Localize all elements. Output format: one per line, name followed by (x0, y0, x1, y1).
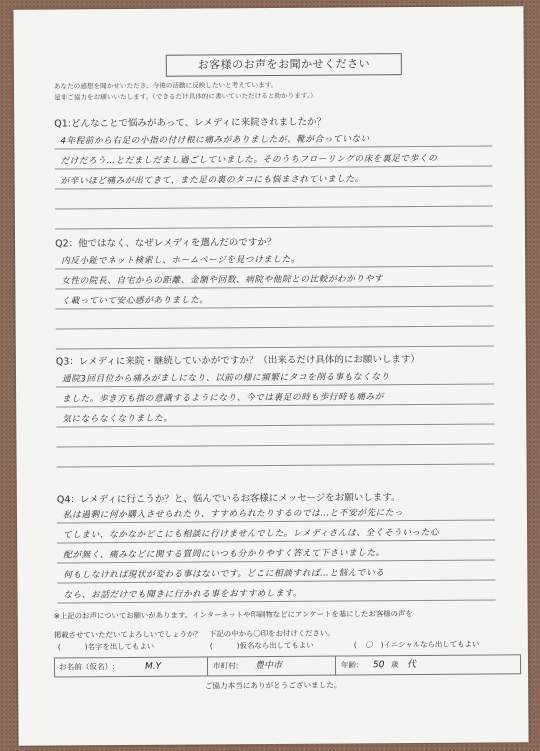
handwritten-text: ました。歩き方も指の意識するようになり、今では裏足の時も歩行時も痛みが (62, 392, 384, 405)
form-title: お客様のお声をお聞かせください (166, 53, 402, 77)
handwritten-text: 私は過剰に何か購入させられたり、すすめられたりするのでは…と不安が先にたっ (62, 508, 404, 521)
option-initials[interactable]: ( 〇 )イニシャルなら出してもよい (353, 639, 480, 650)
answer-line (56, 444, 494, 467)
option-mark: 〇 (365, 640, 373, 650)
answer-line (55, 206, 493, 229)
thanks-message: ご協力本当にありがとうございました。 (204, 680, 342, 691)
handwritten-text: 内反小趾でネット検索し、ホームページを見つけました。 (61, 254, 301, 267)
intro-text (54, 78, 494, 103)
name-value: M.Y (144, 661, 162, 672)
handwritten-text: 配が無く、痛みなどに関する質問にいつも分かりやすく答えて下さいました。 (63, 548, 385, 561)
age-suffix: 代 (406, 659, 417, 671)
consent-line-1: ※上記のお声についてお願いがあります。インターネットや印刷物などにアンケートを基にしたお客様の声を (53, 609, 413, 621)
option-surname[interactable]: ( )名字を出してもよい (57, 641, 155, 652)
intro-line-2: 是非ご協力をお願いいたします。（できるだけ具体的に書いていただけると助かります。） (54, 91, 317, 102)
age-unit: 歳 (390, 660, 399, 670)
handwritten-text: 気にならなくなりました。 (62, 413, 173, 425)
age-value: 50 (372, 660, 385, 671)
answer-line (56, 326, 494, 349)
answer-2-area (55, 246, 494, 349)
consent-line-2: 掲載させていただいてよろしいでしょうか？ 下記の中から〇印をお付けください。 (53, 628, 335, 640)
name-label: お名前（仮名）: (58, 662, 115, 672)
handwritten-text: く載っていて安心感がありました。 (61, 295, 209, 307)
intro-line-1: あなたの感想を聞かせいただき、今後の活動に反映したいと考えています。 (53, 80, 278, 91)
age-label: 年齢: (340, 660, 359, 670)
option-label: イニシャルなら出してもよい (383, 639, 480, 650)
divider (335, 657, 336, 675)
handwritten-text: が辛いほど痛みが出てきて、また足の裏のタコにも悩まされていました。 (60, 174, 364, 187)
question-4: Q4：レメディに行こうか？と、悩んでいるお客様にメッセージをお願いします。 (56, 492, 401, 506)
handwritten-text: だけだろう…とだましだまし過ごしていました。そのうちフローリングの床を裏足で歩くの (60, 153, 438, 167)
question-2: Q2：他ではなく、なぜレメディを選んだのですか？ (55, 236, 277, 250)
option-label: 名字を出してもよい (87, 641, 155, 652)
handwritten-text: 女性の院長、自宅からの距離、金額や回数、病院や他院との比較がわかりやす (61, 274, 384, 287)
handwritten-text: てしまい、なかなかどこにも相談に行けませんでした。レメディさんは、全くそういった心 (63, 527, 440, 541)
city-label: 市町村: (212, 661, 239, 671)
answer-line (57, 580, 495, 603)
divider (207, 657, 208, 675)
handwritten-text: 何もしなければ現状が変わる事はないです。どこに相談すれば…と悩んでいる (63, 568, 385, 581)
answer-4-area (57, 500, 496, 603)
respondent-info (54, 654, 521, 677)
answer-3-area (56, 364, 495, 467)
handwritten-text: 通院3回目位から痛みがましになり、以前の様に頻繁にタコを削る事もなくなり (61, 372, 390, 385)
option-alias[interactable]: ( )仮名なら出してもよい (209, 640, 314, 651)
question-1: Q1:どんなことで悩みがあって、レメディに来院されましたか？ (54, 116, 327, 130)
question-3: Q3：レメディに来院・継続していかがですか？（出来るだけ具体的にお願いします） (55, 353, 420, 368)
survey-sheet (13, 6, 528, 746)
city-value: 豊中市 (254, 660, 283, 672)
handwritten-text: 4年程前から右足の小指の付け根に痛みがありましたが、靴が合っていない (60, 134, 370, 147)
answer-1-area (54, 126, 493, 229)
handwritten-text: なら、お話だけでも聞きに行かれる事をおすすめします。 (63, 588, 302, 601)
option-label: 仮名なら出してもよい (239, 640, 314, 651)
consent-options (58, 638, 508, 653)
